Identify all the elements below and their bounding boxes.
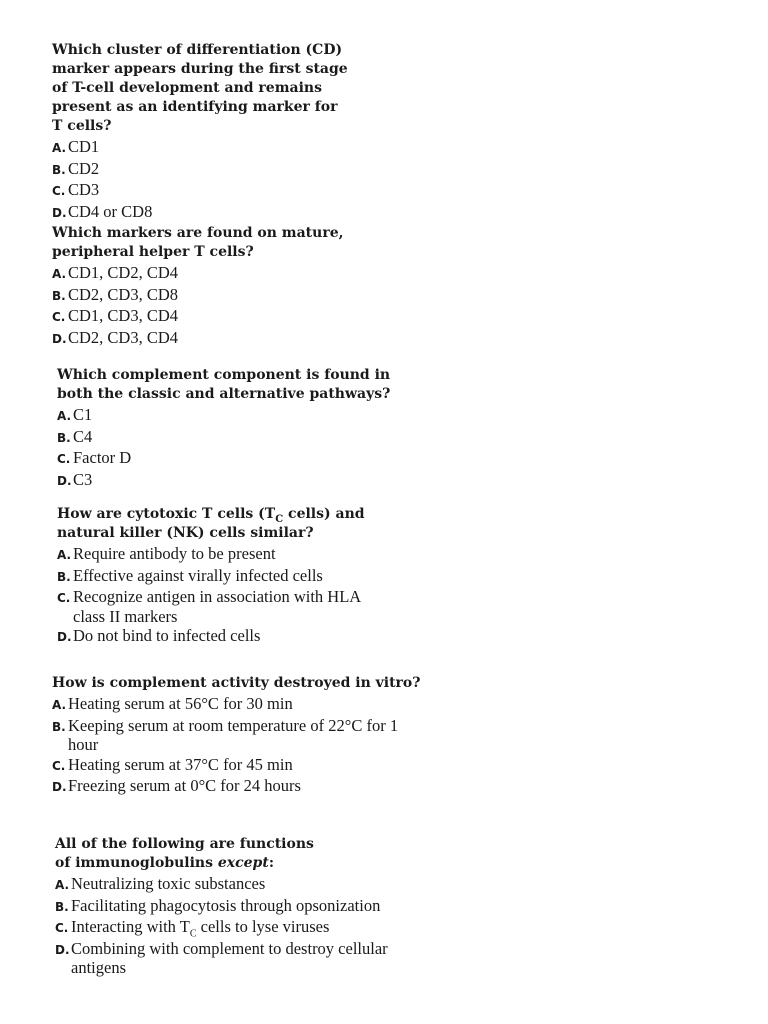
option-c — [57, 587, 402, 626]
option-b — [52, 716, 422, 755]
option-letter: A. — [55, 878, 70, 892]
stem-text: All of the following are functions of immunoglobulins — [55, 836, 314, 871]
option-text: Factor D — [73, 448, 132, 467]
option-letter: B. — [52, 162, 66, 177]
option-text: C1 — [73, 405, 93, 424]
question-5 — [52, 674, 422, 798]
question-stem — [57, 505, 402, 543]
question-stem: Which cluster of differentiation (CD) marker appears during the first stage of T-cell development and remains present as an identifying marker for T cells? — [52, 42, 348, 134]
question-3 — [57, 366, 392, 491]
stem-emphasis: except — [217, 855, 269, 871]
option-b — [52, 159, 352, 181]
option-letter: A. — [57, 548, 72, 562]
option-text: CD1, CD3, CD4 — [68, 306, 179, 325]
option-text-part: cells to lyse viruses — [196, 917, 330, 936]
option-b — [55, 896, 405, 918]
option-letter: A. — [52, 267, 67, 281]
option-c — [52, 755, 422, 777]
option-d — [57, 470, 392, 492]
option-b — [57, 427, 392, 449]
option-text: CD4 or CD8 — [68, 201, 153, 221]
option-letter: B. — [55, 899, 69, 914]
option-letter: B. — [57, 569, 71, 584]
option-text: Recognize antigen in association with HLA class II markers — [73, 587, 361, 626]
option-text: CD2 — [68, 158, 100, 178]
option-d — [52, 328, 382, 350]
option-letter: D. — [57, 630, 72, 644]
option-letter: C. — [52, 184, 66, 198]
question-stem — [55, 835, 315, 873]
option-text: Freezing serum at 0°C for 24 hours — [68, 776, 301, 795]
option-text: CD1 — [68, 137, 100, 156]
option-letter: B. — [57, 430, 71, 445]
option-letter: C. — [57, 452, 71, 466]
option-c — [52, 306, 382, 328]
option-letter: B. — [52, 719, 66, 734]
stem-text: : — [268, 855, 274, 871]
option-text: Keeping serum at room temperature of 22°C for 1 hour — [68, 715, 399, 754]
option-letter: D. — [52, 331, 67, 346]
option-text: Heating serum at 37°C for 45 min — [68, 754, 293, 774]
option-c — [52, 180, 352, 202]
subscript: C — [189, 928, 197, 940]
option-text: CD3 — [68, 180, 100, 199]
question-stem: How is complement activity destroyed in vitro? — [52, 675, 421, 691]
option-letter: A. — [57, 409, 72, 423]
option-letter: C. — [57, 591, 71, 605]
option-letter: C. — [52, 310, 66, 324]
option-c — [57, 448, 392, 470]
option-letter: A. — [52, 698, 67, 712]
option-letter: C. — [55, 921, 69, 935]
option-a — [52, 694, 422, 716]
option-text-part: Interacting with T — [71, 917, 190, 936]
option-a — [52, 263, 382, 285]
subscript: C — [275, 513, 284, 525]
option-d — [57, 626, 402, 648]
option-a — [52, 137, 352, 159]
option-a — [57, 544, 402, 566]
option-text: Do not bind to infected cells — [73, 626, 261, 645]
option-text: Effective against virally infected cells — [73, 565, 323, 585]
option-text: Heating serum at 56°C for 30 min — [68, 694, 293, 713]
stem-text: How are cytotoxic T cells (T — [57, 506, 276, 522]
option-text — [71, 917, 405, 940]
option-letter: A. — [52, 141, 67, 155]
option-letter: D. — [52, 205, 67, 220]
option-text: Facilitating phagocytosis through opsonization — [71, 895, 381, 915]
option-c — [55, 917, 405, 939]
option-text: CD2, CD3, CD8 — [68, 284, 179, 304]
question-stem: Which complement component is found in both the classic and alternative pathways? — [57, 367, 391, 402]
option-letter: B. — [52, 288, 66, 303]
option-text: C4 — [73, 426, 93, 446]
option-letter: D. — [52, 780, 67, 794]
option-letter: C. — [52, 758, 66, 773]
question-2 — [52, 224, 382, 349]
option-b — [57, 566, 402, 588]
option-text: C3 — [73, 469, 93, 489]
question-1 — [52, 41, 352, 223]
option-text: CD2, CD3, CD4 — [68, 327, 179, 347]
option-text: Neutralizing toxic substances — [71, 874, 266, 893]
option-text: Require antibody to be present — [73, 544, 276, 563]
question-6 — [55, 835, 405, 978]
option-a — [57, 405, 392, 427]
question-4 — [57, 505, 402, 648]
option-b — [52, 285, 382, 307]
option-d — [52, 776, 422, 798]
option-text: CD1, CD2, CD4 — [68, 263, 179, 282]
stem-text: cells) and natural killer (NK) cells similar? — [57, 506, 365, 541]
option-letter: D. — [57, 473, 72, 488]
option-letter: D. — [55, 942, 70, 957]
question-stem: Which markers are found on mature, peripheral helper T cells? — [52, 225, 344, 260]
option-a — [55, 874, 405, 896]
option-text: Combining with complement to destroy cellular antigens — [71, 938, 388, 977]
option-d — [55, 939, 405, 978]
option-d — [52, 202, 352, 224]
